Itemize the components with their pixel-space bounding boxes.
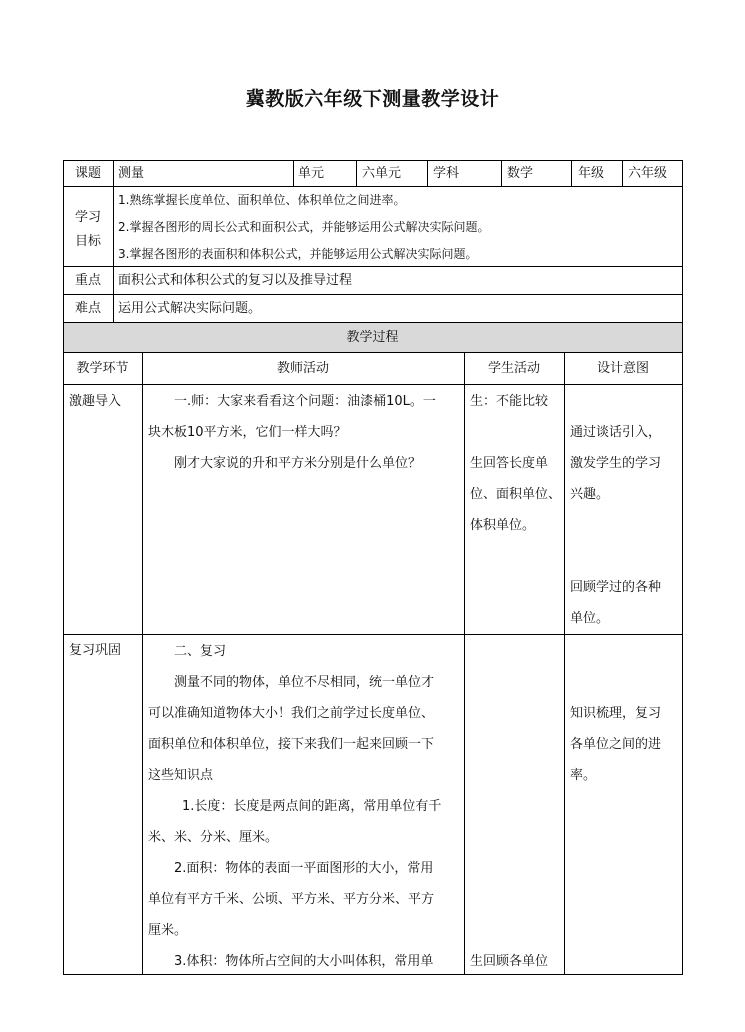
teacher-activity	[148, 386, 460, 479]
goal-item: 2.掌握各图形的周长公式和面积公式，并能够运用公式解决实际问题。	[118, 220, 490, 234]
table-border	[63, 322, 683, 323]
table-border	[142, 352, 143, 975]
teacher-line: 面积单位和体积单位，接下来我们一起来回顾一下	[148, 737, 435, 752]
table-border	[63, 634, 683, 635]
column-header-student: 学生活动	[487, 361, 540, 376]
teacher-line: 刚才大家说的升和平方米分别是什么单位？	[174, 456, 422, 471]
teacher-line: 2.面积：物体的表面一平面图形的大小，常用	[174, 861, 434, 876]
table-border	[501, 160, 502, 186]
teacher-line: 米、米、分米、厘米。	[148, 830, 279, 845]
table-border	[113, 160, 114, 322]
intent-line: 激发学生的学习	[570, 456, 662, 471]
column-header-teacher: 教师活动	[276, 361, 329, 376]
unit-value: 六单元	[362, 166, 402, 181]
grade-label: 年级	[578, 166, 605, 181]
intent-line: 知识梳理，复习	[570, 706, 662, 721]
student-line: 生回顾各单位	[470, 954, 549, 969]
intent-line: 通过谈话引入，	[570, 425, 662, 440]
key-point-label: 重点	[74, 273, 101, 288]
intent-line: 率。	[570, 768, 597, 783]
unit-label: 单元	[298, 166, 325, 181]
difficulty-value: 运用公式解决实际问题。	[118, 301, 262, 316]
stage-label: 复习巩固	[69, 643, 122, 658]
teacher-line: 一.师：大家来看看这个问题：油漆桶10L。一	[174, 394, 436, 409]
table-border	[63, 352, 683, 353]
goal-item: 1.熟练掌握长度单位、面积单位、体积单位之间进率。	[118, 193, 406, 207]
table-border	[464, 352, 465, 975]
student-line: 生回答长度单	[470, 456, 549, 471]
goals-label-line2: 目标	[74, 234, 101, 249]
goals-label-line1: 学习	[74, 210, 101, 225]
intent-line: 各单位之间的进	[570, 737, 662, 752]
subject-label: 学科	[433, 166, 460, 181]
topic-value: 测量	[118, 166, 145, 181]
teacher-line: 1.长度：长度是两点间的距离，常用单位有千	[182, 799, 442, 814]
table-border	[63, 160, 683, 161]
teacher-line: 厘米。	[148, 923, 188, 938]
teacher-line: 单位有平方千米、公顷、平方米、平方分米、平方	[148, 892, 435, 907]
table-border	[63, 294, 683, 295]
topic-label: 课题	[74, 166, 101, 181]
grade-value: 六年级	[628, 166, 668, 181]
document-title: 冀教版六年级下测量教学设计	[245, 88, 500, 110]
table-border	[682, 160, 683, 975]
student-line: 体积单位。	[470, 518, 536, 533]
design-intent	[570, 698, 680, 791]
student-line: 位、面积单位、	[470, 487, 562, 502]
table-border	[571, 160, 572, 186]
goal-item: 3.掌握各图形的表面积和体积公式，并能够运用公式解决实际问题。	[118, 247, 478, 261]
key-point-value: 面积公式和体积公式的复习以及推导过程	[118, 273, 353, 288]
teacher-line: 块木板10平方米，它们一样大吗？	[148, 425, 347, 440]
student-activity	[470, 946, 562, 977]
table-border	[622, 160, 623, 186]
difficulty-label: 难点	[74, 301, 101, 316]
table-border	[564, 352, 565, 975]
intent-line: 回顾学过的各种	[570, 580, 662, 595]
column-header-intent: 设计意图	[596, 361, 649, 376]
table-border	[63, 186, 683, 187]
teacher-line: 测量不同的物体，单位不尽相同，统一单位才	[174, 675, 435, 690]
teacher-line: 3.体积：物体所占空间的大小叫体积，常用单	[174, 954, 434, 969]
student-line: 生：不能比较	[470, 394, 549, 409]
column-header-stage: 教学环节	[76, 361, 129, 376]
intent-line: 单位。	[570, 611, 610, 626]
table-border	[63, 384, 683, 385]
table-border	[427, 160, 428, 186]
table-border	[356, 160, 357, 186]
teacher-activity	[148, 636, 460, 977]
teacher-line: 二、复习	[174, 644, 227, 659]
intent-line: 兴趣。	[570, 487, 610, 502]
subject-value: 数学	[507, 166, 534, 181]
stage-label: 激趣导入	[69, 394, 122, 409]
process-header: 教学过程	[346, 330, 399, 345]
teacher-line: 可以准确知道物体大小！我们之前学过长度单位、	[148, 706, 435, 721]
teacher-line: 这些知识点	[148, 768, 214, 783]
table-border	[63, 266, 683, 267]
student-activity	[470, 386, 562, 541]
table-border	[293, 160, 294, 186]
design-intent	[570, 417, 680, 634]
